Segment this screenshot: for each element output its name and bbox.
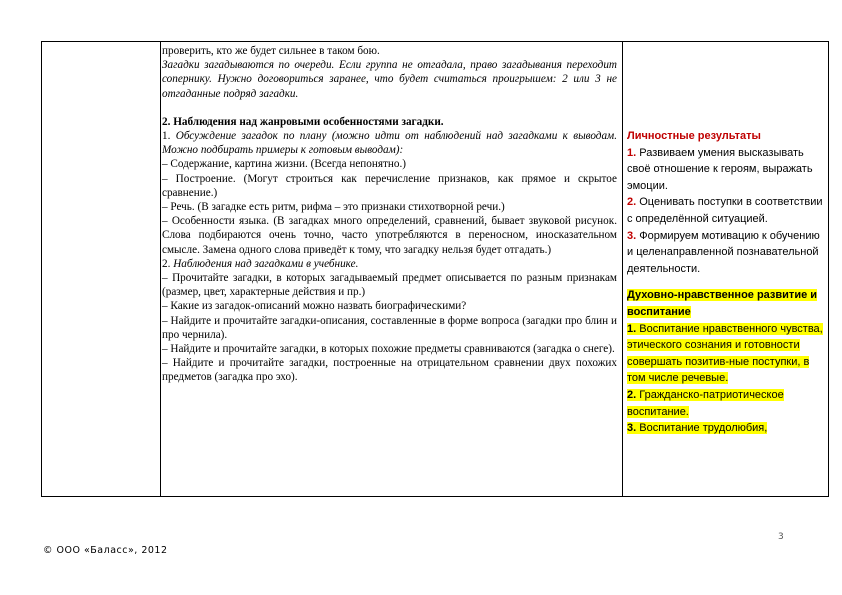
text-line: – Прочитайте загадки, в которых загадываемый предмет описывается по разным признакам (размер, цвет, характерные действия и пр.)	[162, 272, 617, 299]
text-line: – Какие из загадок-описаний можно назвать биографическими?	[162, 300, 467, 313]
text-line: проверить, кто же будет сильнее в таком бою.	[162, 45, 380, 57]
result-item: 3. Формируем мотивацию к обучению и целенаправленной познавательной деятельности.	[627, 229, 820, 275]
result-item: 1. Развиваем умения высказывать своё отношение к героям, выражать эмоции.	[627, 146, 813, 192]
text-line: – Содержание, картина жизни. (Всегда непонятно.)	[162, 158, 407, 171]
education-item: 2. Гражданско-патриотическое воспитание.	[627, 388, 784, 418]
results-column	[627, 128, 825, 437]
text-line: – Найдите и прочитайте загадки, в которых похожие предметы сравниваются (загадка о снеге).	[162, 343, 615, 356]
copyright-footer: © ООО «Баласс», 2012	[43, 545, 168, 556]
text-line: – Особенности языка. (В загадках много определений, сравнений, бывает звуковой рисунок. Слова подбираются очень точно, часто употребляются в переносном, иносказательном смысле. Замена одного слова приведёт к тому, что загадку нельзя будет отгадать.)	[162, 215, 617, 256]
text-line: 2. Наблюдения над загадками в учебнике.	[162, 257, 359, 270]
text-line: 1. Обсуждение загадок по плану (можно идти от наблюдений над загадками к выводам. Можно подбирать примеры к готовым выводам):	[162, 130, 617, 157]
column-divider-1	[160, 42, 161, 496]
column-divider-2	[622, 42, 623, 496]
lesson-table	[41, 41, 829, 497]
text-line: – Найдите и прочитайте загадки-описания, составленные в форме вопроса (загадки про блин и про чернила).	[162, 314, 617, 341]
riddle-rules: Загадки загадываются по очереди. Если группа не отгадала, право загадывания переходит сопернику. Нужно договориться заранее, что будет считаться проигрышем: 2 или 3 не отгаданные подряд загадки.	[162, 59, 617, 100]
page-number: 3	[778, 532, 784, 542]
result-item: 2. Оценивать поступки в соответствии с определённой ситуацией.	[627, 196, 823, 225]
section-heading: 2. Наблюдения над жанровыми особенностями загадки.	[162, 115, 444, 128]
education-item: 3. Воспитание трудолюбия,	[627, 422, 768, 435]
activities-column	[162, 42, 617, 385]
text-line: – Найдите и прочитайте загадки, построенные на отрицательном сравнении двух похожих предметов (загадка про эхо).	[162, 357, 617, 384]
text-line: – Речь. (В загадке есть ритм, рифма – это признаки стихотворной речи.)	[162, 201, 505, 214]
personal-results-heading: Личностные результаты	[627, 130, 761, 142]
education-item: 1. Воспитание нравственного чувства, этического сознания и готовности совершать позитив-ные поступки, в том числе речевые.	[627, 322, 823, 385]
text-line: – Построение. (Могут строиться как перечисление признаков, как прямое и скрытое сравнение.)	[162, 172, 617, 199]
moral-education-heading: Духовно-нравственное развитие и воспитание	[627, 289, 818, 318]
